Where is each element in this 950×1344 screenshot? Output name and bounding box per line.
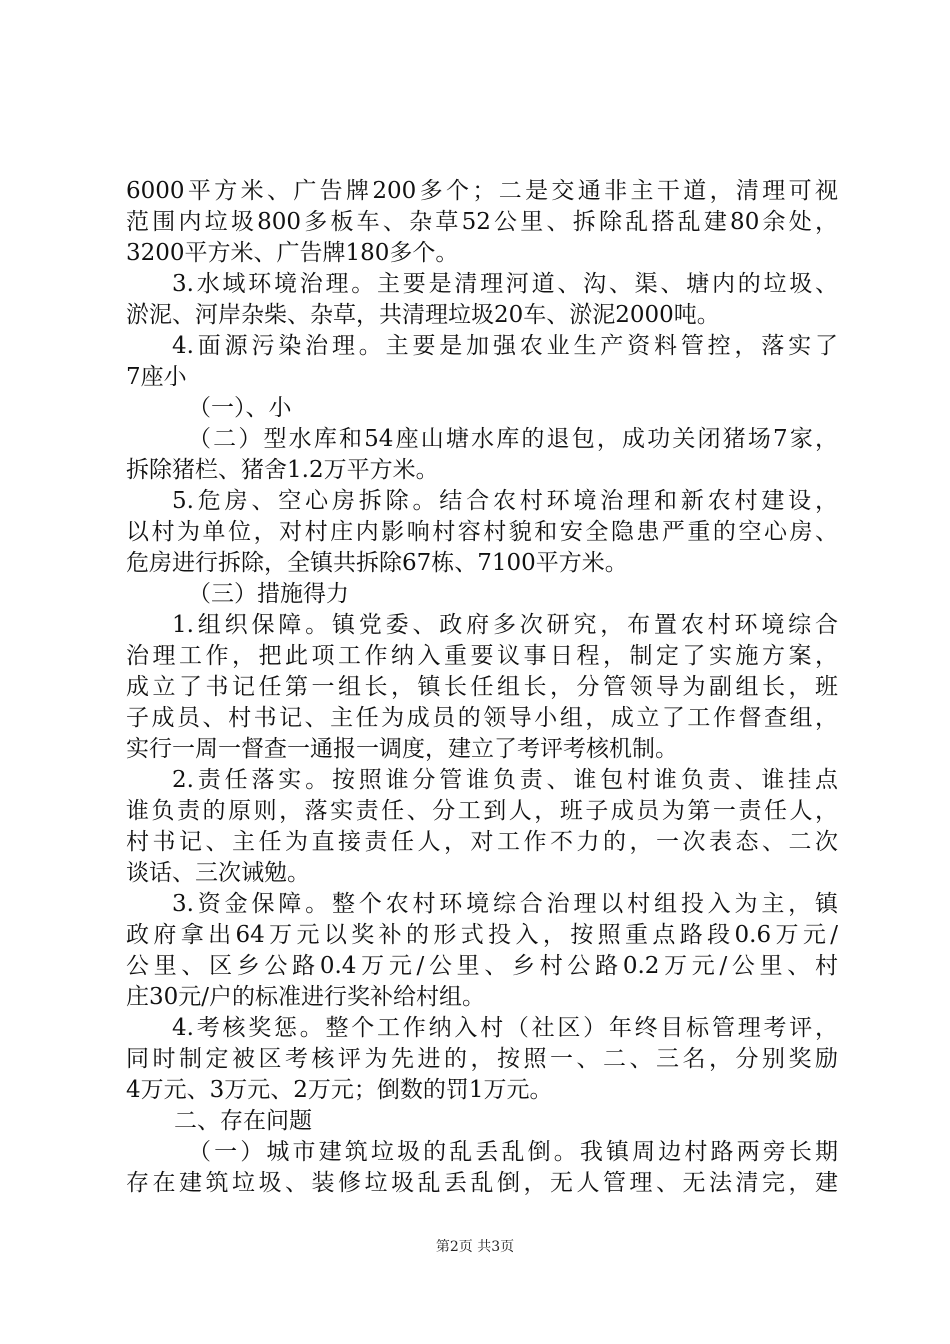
text-line: 成立了书记任第一组长，镇长任组长，分管领导为副组长，班 <box>126 674 838 700</box>
text-line: 谁负责的原则，落实责任、分工到人，班子成员为第一责任人， <box>126 798 838 824</box>
text-line: 村书记、主任为直接责任人，对工作不力的，一次表态、二次 <box>126 829 838 855</box>
text-line: 政府拿出64万元以奖补的形式投入，按照重点路段0.6万元/ <box>126 922 838 948</box>
text-line: 同时制定被区考核评为先进的，按照一、二、三名，分别奖励 <box>126 1046 838 1072</box>
text-line: （一）、小 <box>188 395 292 421</box>
text-line: 公里、区乡公路0.4万元/公里、乡村公路0.2万元/公里、村 <box>126 953 838 979</box>
text-line: 3.资金保障。整个农村环境综合治理以村组投入为主，镇 <box>172 891 838 917</box>
text-line: 治理工作，把此项工作纳入重要议事日程，制定了实施方案， <box>126 643 838 669</box>
text-line: 二、存在问题 <box>174 1108 312 1134</box>
text-line: 谈话、三次诫勉。 <box>126 860 310 886</box>
text-line: 6000平方米、广告牌200多个；二是交通非主干道，清理可视 <box>126 178 838 204</box>
text-line: 范围内垃圾800多板车、杂草52公里、拆除乱搭乱建80余处， <box>126 209 838 235</box>
text-line: 7座小 <box>126 364 187 390</box>
text-line: 2.责任落实。按照谁分管谁负责、谁包村谁负责、谁挂点 <box>172 767 838 793</box>
text-line: 1.组织保障。镇党委、政府多次研究，布置农村环境综合 <box>172 612 838 638</box>
text-line: 存在建筑垃圾、装修垃圾乱丢乱倒，无人管理、无法清完，建 <box>126 1170 838 1196</box>
text-line: 5.危房、空心房拆除。结合农村环境治理和新农村建设， <box>172 488 838 514</box>
text-line: 实行一周一督查一通报一调度，建立了考评考核机制。 <box>126 736 678 762</box>
text-line: 淤泥、河岸杂柴、杂草，共清理垃圾20车、淤泥2000吨。 <box>126 302 720 328</box>
text-line: 3200平方米、广告牌180多个。 <box>126 240 459 266</box>
text-line: 子成员、村书记、主任为成员的领导小组，成立了工作督查组， <box>126 705 838 731</box>
text-line: 3.水域环境治理。主要是清理河道、沟、渠、塘内的垃圾、 <box>172 271 838 297</box>
body-text <box>126 176 838 1199</box>
text-line: （一）城市建筑垃圾的乱丢乱倒。我镇周边村路两旁长期 <box>188 1139 838 1165</box>
text-line: 危房进行拆除，全镇共拆除67栋、7100平方米。 <box>126 550 628 576</box>
text-line: 庄30元/户的标准进行奖补给村组。 <box>126 984 486 1010</box>
text-line: （三）措施得力 <box>188 581 349 607</box>
text-line: 拆除猪栏、猪舍1.2万平方米。 <box>126 457 439 483</box>
text-line: （二）型水库和54座山塘水库的退包，成功关闭猪场7家， <box>188 426 838 452</box>
page-footer: 第2页 共3页 <box>435 1239 515 1255</box>
text-line: 4.考核奖惩。整个工作纳入村（社区）年终目标管理考评， <box>172 1015 838 1041</box>
text-line: 以村为单位，对村庄内影响村容村貌和安全隐患严重的空心房、 <box>126 519 838 545</box>
text-line: 4万元、3万元、2万元；倒数的罚1万元。 <box>126 1077 553 1103</box>
text-line: 4.面源污染治理。主要是加强农业生产资料管控，落实了 <box>172 333 838 359</box>
